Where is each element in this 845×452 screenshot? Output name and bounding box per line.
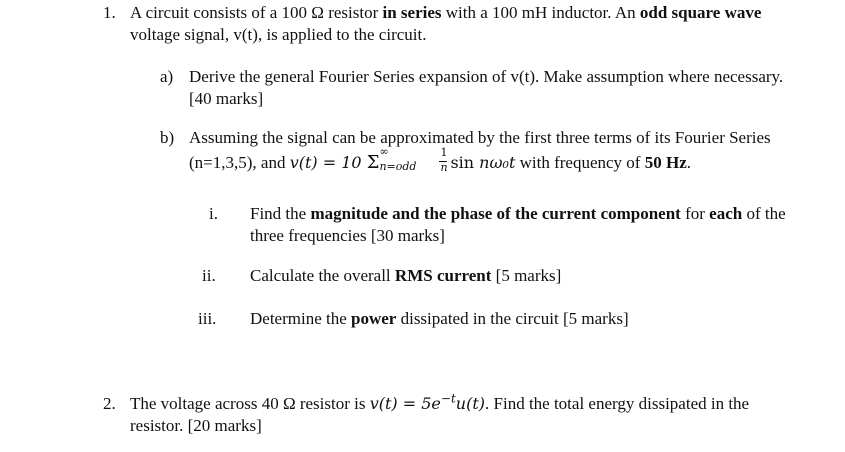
item-i-line-2: three frequencies [30 marks] xyxy=(250,226,445,245)
item-iii-label: iii. xyxy=(198,309,217,328)
question-2-line-1 xyxy=(130,393,749,415)
question-1-number: 1. xyxy=(103,3,116,22)
item-iii-bold-power: power xyxy=(351,309,397,328)
summation-symbol: Σ xyxy=(366,152,380,173)
item-i-text-1: Find the xyxy=(250,204,311,223)
question-1-line-1 xyxy=(130,2,761,24)
item-i-bold-each: each xyxy=(709,204,743,223)
part-a-line-1: Derive the general Fourier Series expansion of v(t). Make assumption where necessary. xyxy=(189,67,784,86)
part-b-line-2 xyxy=(189,145,691,174)
frequency-value: 50 Hz xyxy=(644,153,687,172)
summation-limits xyxy=(379,145,437,174)
equation-lhs: v(t) = 10 xyxy=(289,153,362,172)
fourier-equation xyxy=(289,145,516,174)
question-2-number: 2. xyxy=(103,394,116,413)
part-a-label: a) xyxy=(160,67,174,86)
question-2-line-2: resistor. [20 marks] xyxy=(130,416,262,435)
item-ii-bold-rms-current: RMS current xyxy=(394,266,492,285)
item-i-line-1 xyxy=(250,203,786,225)
sin-argument: nω₀t xyxy=(479,153,516,172)
voltage-eq-base: v(t) = 5e xyxy=(369,394,441,413)
part-b-prefix: (n=1,3,5), and xyxy=(189,153,290,172)
q2-text-1: The voltage across 40 Ω resistor is xyxy=(130,394,370,413)
item-iii-line xyxy=(250,308,629,330)
voltage-eq-step: u(t) xyxy=(455,394,486,413)
q1-text-2: with a 100 mH inductor. An xyxy=(441,3,640,22)
part-a-line-2: [40 marks] xyxy=(189,89,264,108)
item-ii-line xyxy=(250,265,561,287)
item-ii-text-1: Calculate the overall xyxy=(250,266,395,285)
fraction-denominator: n xyxy=(440,161,448,174)
q1-bold-in-series: in series xyxy=(382,3,442,22)
item-iii-text-1: Determine the xyxy=(250,309,352,328)
item-i-text-2: for xyxy=(680,204,710,223)
part-b-line-1: Assuming the signal can be approximated by the first three terms of its Fourier Series xyxy=(189,128,771,147)
question-1-line-2: voltage signal, v(t), is applied to the circuit. xyxy=(130,25,427,44)
q1-text-1: A circuit consists of a 100 Ω resistor xyxy=(130,3,383,22)
part-b-label: b) xyxy=(160,128,175,147)
sum-upper-limit: ∞ xyxy=(379,145,389,158)
voltage-equation xyxy=(369,391,486,413)
fraction-one-over-n xyxy=(439,146,448,174)
voltage-eq-exponent: −t xyxy=(440,391,456,406)
item-i-bold-magnitude-phase: magnitude and the phase of the current component xyxy=(310,204,681,223)
part-b-period: . xyxy=(686,153,691,172)
item-i-text-3: of the xyxy=(742,204,786,223)
sin-function: sin xyxy=(450,153,475,172)
q2-text-2: . Find the total energy dissipated in the xyxy=(485,394,750,413)
part-b-suffix: with frequency of xyxy=(515,153,645,172)
fraction-numerator: 1 xyxy=(440,146,448,159)
item-ii-label: ii. xyxy=(202,266,216,285)
item-ii-text-2: [5 marks] xyxy=(491,266,562,285)
item-iii-text-2: dissipated in the circuit [5 marks] xyxy=(396,309,629,328)
item-i-label: i. xyxy=(209,204,218,223)
q1-bold-odd-square-wave: odd square wave xyxy=(639,3,762,22)
sum-lower-limit: n=odd xyxy=(379,160,417,173)
